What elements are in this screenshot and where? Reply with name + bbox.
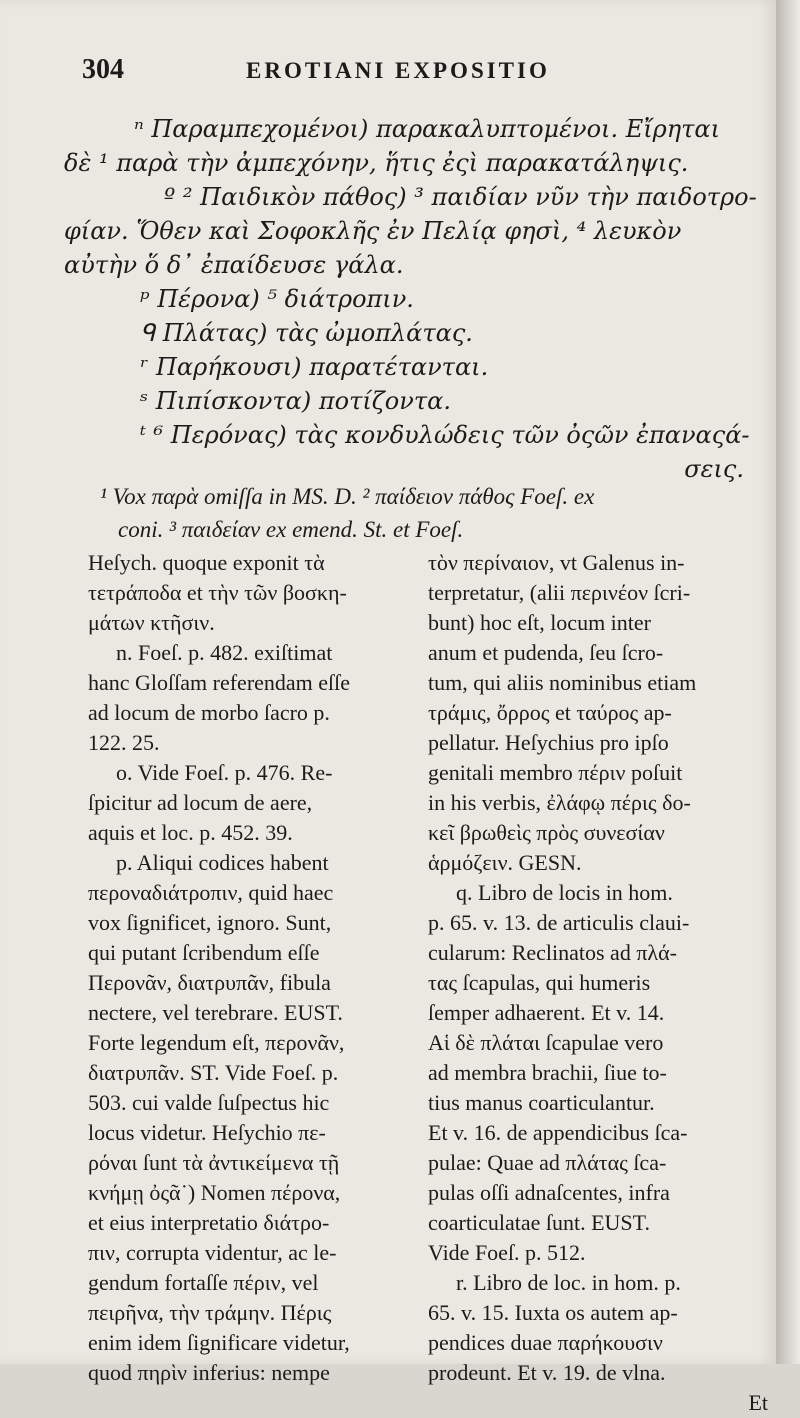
text-line: Περονᾶν, διατρυπᾶν, fibula [88, 970, 331, 995]
entry-line: σεις. [684, 455, 744, 483]
entry-line: ᑫ Πλάτας) τὰς ὠμοπλάτας. [140, 319, 473, 347]
text-line: Forte legendum eſt, περονᾶν, [88, 1030, 345, 1055]
entry-line: ˢ Πιπίσκοντα) ποτίζοντα. [140, 387, 451, 415]
text-line: anum et pudenda, ſeu ſcro- [428, 640, 664, 665]
text-line: r. Libro de loc. in hom. p. [456, 1270, 681, 1295]
text-line: πιν, corrupta videntur, ac le- [88, 1240, 337, 1265]
text-line: πειρῆνα, τὴν τράμην. Πέρις [88, 1300, 332, 1325]
text-line: terpretatur, (alii περινέον ſcri- [428, 580, 691, 605]
text-line: aquis et loc. p. 452. 39. [88, 820, 293, 845]
text-line: ad membra brachii, ſiue to- [428, 1060, 667, 1085]
entry-line: º ² Παιδικὸν πάθος) ³ παιδίαν νῦν τὴν παιδοτρο- [164, 183, 757, 211]
text-line: pendices duae παρήκουσιν [428, 1330, 663, 1355]
entry-line: αὐτὴν ὅ δ᾽ ἐπαίδευσε γάλα. [64, 251, 404, 279]
text-line: περοναδιάτροπιν, quid haec [88, 880, 334, 905]
text-line: pulas oſſi adnaſcentes, infra [428, 1180, 670, 1205]
text-line: locus videtur. Heſychio πε- [88, 1120, 326, 1145]
glossary-entries [64, 112, 757, 486]
text-line: in his verbis, ἐλάφῳ πέρις δο- [428, 790, 691, 815]
text-line: 503. cui valde ſuſpectus hic [88, 1090, 330, 1115]
text-line: ἁρμόζειν. GESN. [428, 850, 582, 875]
text-line: coarticulatae ſunt. EUST. [428, 1210, 650, 1235]
text-line: prodeunt. Et v. 19. de vlna. [428, 1360, 666, 1385]
text-line: bunt) hoc eſt, locum inter [428, 610, 651, 635]
text-line: τετράποδα et τὴν τῶν βοσκη- [88, 580, 347, 605]
entry-line: δὲ ¹ παρὰ τὴν ἀμπεχόνην, ἥτις ἐςὶ παρακατάληψις. [64, 149, 689, 177]
text-line: n. Foeſ. p. 482. exiſtimat [116, 640, 333, 665]
text-line: ρόναι ſunt τὰ ἀντικείμενα τῇ [88, 1150, 340, 1175]
text-line: pellatur. Heſychius pro ipſo [428, 730, 669, 755]
page-edge [776, 0, 800, 1364]
page-header [82, 54, 742, 94]
text-line: κεῖ βρωθεὶς πρὸς συνεσίαν [428, 820, 665, 845]
text-line: ad locum de morbo ſacro p. [88, 700, 330, 725]
text-line: gendum fortaſſe πέριν, vel [88, 1270, 319, 1295]
text-line: Αἱ δὲ πλάται ſcapulae vero [428, 1030, 664, 1055]
text-line: p. 65. v. 13. de articulis claui- [428, 910, 690, 935]
text-line: ſemper adhaerent. Et v. 14. [428, 1000, 665, 1025]
text-line: κνήμῃ ὀςᾶ˙) Nomen πέρονα, [88, 1180, 341, 1205]
page-number: 304 [82, 54, 124, 85]
text-line: Et v. 16. de appendicibus ſca- [428, 1120, 688, 1145]
text-line: tum, qui aliis nominibus etiam [428, 670, 697, 695]
text-line: cularum: Reclinatos ad πλά- [428, 940, 677, 965]
entry-line: ⁿ Παραμπεχομένοι) παρακαλυπτομένοι. Εἴρηται [134, 115, 721, 143]
text-line: τας ſcapulas, qui humeris [428, 970, 651, 995]
right-column [428, 548, 768, 1418]
text-line: quod πηρὶν inferius: nempe [88, 1360, 330, 1385]
running-title: EROTIANI EXPOSITIO [246, 58, 550, 83]
text-line: hanc Gloſſam referendam eſſe [88, 670, 351, 695]
text-line: διατρυπᾶν. ST. Vide Foeſ. p. [88, 1060, 339, 1085]
text-line: q. Libro de locis in hom. [456, 880, 673, 905]
text-line: o. Vide Foeſ. p. 476. Re- [116, 760, 333, 785]
entry-line: ᵗ ⁶ Περόνας) τὰς κονδυλώδεις τῶν ὀςῶν ἐπαναςά- [140, 421, 750, 449]
catchword: Et [748, 1390, 768, 1415]
text-line: 65. v. 15. Iuxta os autem ap- [428, 1300, 678, 1325]
text-line: et eius interpretatio διάτρο- [88, 1210, 330, 1235]
text-line: tius manus coarticulantur. [428, 1090, 655, 1115]
text-line: qui putant ſcribendum eſſe [88, 940, 320, 965]
text-line: p. Aliqui codices habent [116, 850, 329, 875]
text-line: ſpicitur ad locum de aere, [88, 790, 313, 815]
footnote-line: ¹ Vox παρὰ omiſſa in MS. D. ² παίδειον πάθος Foeſ. ex [100, 484, 595, 509]
entry-line: ᵖ Πέρονα) ⁵ διάτροπιν. [140, 285, 414, 313]
text-line: τὸν περίναιον, vt Galenus in- [428, 550, 685, 575]
text-line: enim idem ſignificare videtur, [88, 1330, 350, 1355]
text-line: Heſych. quoque exponit τὰ [88, 550, 325, 575]
text-line: vox ſignificet, ignoro. Sunt, [88, 910, 332, 935]
text-line: Vide Foeſ. p. 512. [428, 1240, 586, 1265]
left-column [88, 548, 434, 1388]
text-line: pulae: Quae ad πλάτας ſca- [428, 1150, 667, 1175]
text-line: τράμις, ὄρρος et ταύρος ap- [428, 700, 672, 725]
text-line: μάτων κτῆσιν. [88, 610, 215, 635]
footnote-line: coni. ³ παιδείαν ex emend. St. et Foeſ. [118, 517, 464, 542]
entry-line: ʳ Παρήκουσι) παρατέτανται. [140, 353, 489, 381]
footnotes [100, 480, 740, 546]
text-line: genitali membro πέριν poſuit [428, 760, 683, 785]
text-line: nectere, vel terebrare. EUST. [88, 1000, 343, 1025]
text-line: 122. 25. [88, 730, 160, 755]
entry-line: φίαν. Ὅθεν καὶ Σοφοκλῆς ἐν Πελίᾳ φησὶ, ⁴ λευκὸν [64, 217, 682, 245]
